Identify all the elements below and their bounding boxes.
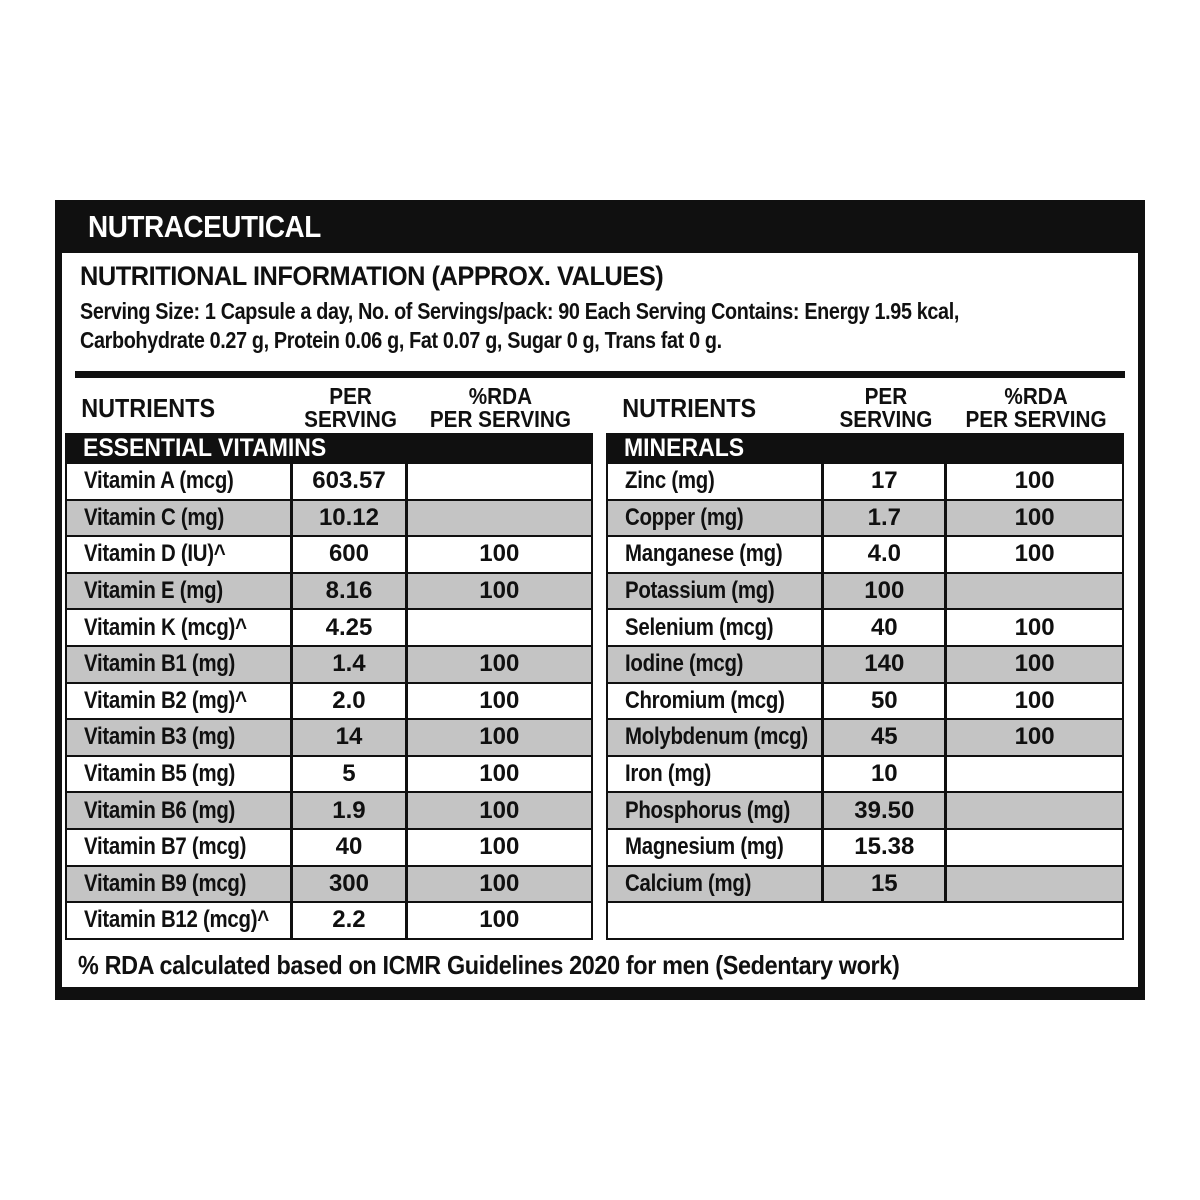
nutrient-name-cell	[67, 610, 293, 645]
per-serving-value-cell: 4.0	[824, 537, 947, 572]
nutrient-name: Vitamin K (mcg)^	[84, 613, 247, 641]
table-row	[608, 682, 1122, 719]
nutrient-name: Zinc (mg)	[625, 467, 715, 495]
per-serving-value-cell: 603.57	[293, 464, 407, 499]
rda-value-cell: 100	[479, 723, 520, 751]
serving-info-line1: Serving Size: 1 Capsule a day, No. of Servings/pack: 90 Each Serving Contains: Energy 1.95 kcal,	[80, 298, 960, 324]
rda-value-cell: 100	[1014, 686, 1055, 714]
minerals-table-body	[606, 433, 1124, 940]
table-row	[608, 645, 1122, 682]
table-row	[608, 572, 1122, 609]
rda-value-cell	[947, 793, 1122, 828]
nutrient-name: Chromium (mcg)	[625, 686, 785, 714]
column-header-rda	[957, 385, 1115, 431]
nutrient-name-cell	[608, 464, 824, 499]
table-row	[67, 535, 591, 572]
per-serving-value-cell: 10.12	[293, 501, 407, 536]
nutrient-name-cell	[608, 793, 824, 828]
serving-info-line2: Carbohydrate 0.27 g, Protein 0.06 g, Fat 0.07 g, Sugar 0 g, Trans fat 0 g.	[80, 327, 722, 353]
page-title: NUTRITIONAL INFORMATION (APPROX. VALUES)	[80, 261, 664, 291]
per-serving-value-cell: 1.9	[293, 793, 407, 828]
nutrient-name-cell	[608, 574, 824, 609]
rda-footnote: % RDA calculated based on ICMR Guidelines 2020 for men (Sedentary work)	[78, 950, 900, 980]
nutrient-name: Calcium (mg)	[625, 869, 752, 897]
nutrient-name-cell	[608, 647, 824, 682]
nutrient-name-cell	[67, 903, 293, 938]
nutrient-name: Potassium (mg)	[625, 577, 775, 605]
per-serving-value-cell: 140	[824, 647, 947, 682]
rda-value-cell: 100	[479, 686, 520, 714]
table-row	[67, 645, 591, 682]
table-row	[67, 462, 591, 499]
per-serving-value-cell: 2.2	[293, 903, 407, 938]
per-serving-value-cell: 45	[824, 720, 947, 755]
nutrient-name: Vitamin B3 (mg)	[84, 723, 236, 751]
nutrient-name: Magnesium (mg)	[625, 833, 784, 861]
table-row	[67, 791, 591, 828]
nutrient-name-cell	[608, 501, 824, 536]
table-row	[608, 791, 1122, 828]
rda-value-cell	[408, 610, 591, 645]
table-row	[608, 499, 1122, 536]
nutrient-name-cell	[67, 757, 293, 792]
per-serving-value-cell: 8.16	[293, 574, 407, 609]
rda-value-cell	[947, 867, 1122, 902]
brand-title: NUTRACEUTICAL	[88, 208, 321, 244]
nutrient-name: Molybdenum (mcg)	[625, 723, 808, 751]
nutrient-name: Vitamin B9 (mcg)	[84, 869, 247, 897]
nutrient-name-cell	[67, 793, 293, 828]
rda-value-cell: 100	[479, 906, 520, 934]
table-row	[608, 718, 1122, 755]
nutrient-name-cell	[67, 574, 293, 609]
column-header-nutrients: NUTRIENTS	[622, 392, 757, 423]
column-header-per-serving-line2: SERVING	[304, 406, 398, 432]
vitamins-table-body	[65, 433, 593, 940]
per-serving-value-cell: 2.0	[293, 684, 407, 719]
table-row	[608, 865, 1122, 902]
empty-row	[608, 901, 1122, 938]
rda-value-cell: 100	[1014, 467, 1055, 495]
nutrient-name: Vitamin E (mg)	[84, 577, 223, 605]
divider-rule	[75, 371, 1125, 378]
table-row	[67, 718, 591, 755]
per-serving-value-cell: 17	[824, 464, 947, 499]
nutrient-name-cell	[608, 720, 824, 755]
nutrient-name-cell	[608, 830, 824, 865]
table-row	[608, 462, 1122, 499]
table-row	[67, 755, 591, 792]
nutrient-name: Copper (mg)	[625, 503, 744, 531]
rda-value-cell	[947, 757, 1122, 792]
nutrient-name-cell	[67, 720, 293, 755]
column-header-per-serving-line1: PER	[864, 383, 908, 409]
nutrient-name: Vitamin C (mg)	[84, 503, 224, 531]
rda-value-cell: 100	[1014, 613, 1055, 641]
rda-value-cell	[408, 464, 591, 499]
nutrient-name-cell	[67, 501, 293, 536]
table-row	[608, 608, 1122, 645]
table-row	[67, 901, 591, 938]
rda-value-cell	[408, 501, 591, 536]
minerals-table-header	[606, 383, 1124, 433]
nutrient-name-cell	[67, 684, 293, 719]
nutrient-tables	[65, 383, 1124, 940]
column-header-per-serving	[299, 385, 403, 431]
rda-value-cell: 100	[479, 650, 520, 678]
rda-value-cell: 100	[479, 833, 520, 861]
per-serving-value-cell: 1.4	[293, 647, 407, 682]
rda-value-cell: 100	[479, 760, 520, 788]
nutrient-name: Vitamin B12 (mcg)^	[84, 906, 269, 934]
nutrient-name: Iodine (mcg)	[625, 650, 744, 678]
brand-bar	[55, 200, 1145, 253]
nutrient-name-cell	[67, 867, 293, 902]
nutrition-label	[55, 200, 1145, 1000]
column-header-rda	[417, 385, 583, 431]
nutrient-name-cell	[608, 537, 824, 572]
table-row	[608, 755, 1122, 792]
nutrient-name-cell	[608, 610, 824, 645]
nutrient-name: Vitamin B7 (mcg)	[84, 833, 247, 861]
nutrient-name: Vitamin B1 (mg)	[84, 650, 236, 678]
column-header-per-serving	[830, 385, 941, 431]
column-header-rda-line1: %RDA	[468, 383, 533, 409]
table-row	[67, 608, 591, 645]
rda-value-cell: 100	[479, 796, 520, 824]
nutrient-name-cell	[67, 537, 293, 572]
column-header-rda-line1: %RDA	[1004, 383, 1068, 409]
table-row	[67, 828, 591, 865]
per-serving-value-cell: 40	[293, 830, 407, 865]
rda-value-cell: 100	[1014, 723, 1055, 751]
column-header-nutrients: NUTRIENTS	[81, 392, 216, 423]
rda-value-cell: 100	[479, 869, 520, 897]
per-serving-value-cell: 4.25	[293, 610, 407, 645]
column-header-rda-line2: PER SERVING	[965, 406, 1107, 432]
rda-value-cell: 100	[1014, 540, 1055, 568]
section-header-minerals-label: MINERALS	[624, 434, 745, 462]
per-serving-value-cell: 10	[824, 757, 947, 792]
per-serving-value-cell: 50	[824, 684, 947, 719]
section-header-vitamins-label: ESSENTIAL VITAMINS	[83, 434, 327, 462]
nutrient-name-cell	[608, 684, 824, 719]
nutrient-name: Phosphorus (mg)	[625, 796, 791, 824]
section-header-minerals	[608, 435, 1122, 462]
table-row	[67, 499, 591, 536]
nutrient-name: Selenium (mcg)	[625, 613, 774, 641]
table-row	[67, 572, 591, 609]
table-row	[67, 682, 591, 719]
column-header-per-serving-line1: PER	[329, 383, 372, 409]
per-serving-value-cell: 5	[293, 757, 407, 792]
per-serving-value-cell: 1.7	[824, 501, 947, 536]
vitamins-table-header	[65, 383, 593, 433]
rda-value-cell: 100	[479, 577, 520, 605]
per-serving-value-cell: 15	[824, 867, 947, 902]
per-serving-value-cell: 600	[293, 537, 407, 572]
rda-value-cell: 100	[479, 540, 520, 568]
nutrient-name-cell	[608, 757, 824, 792]
per-serving-value-cell: 100	[824, 574, 947, 609]
table-row	[608, 535, 1122, 572]
per-serving-value-cell: 300	[293, 867, 407, 902]
section-header-vitamins	[67, 435, 591, 462]
serving-info	[80, 297, 959, 355]
nutrient-name: Manganese (mg)	[625, 540, 783, 568]
minerals-table	[606, 383, 1124, 940]
vitamins-table	[65, 383, 593, 940]
nutrient-name-cell	[67, 464, 293, 499]
nutrient-name: Iron (mg)	[625, 760, 712, 788]
nutrient-name: Vitamin B2 (mg)^	[84, 686, 247, 714]
nutrient-name: Vitamin B5 (mg)	[84, 760, 236, 788]
nutrient-name: Vitamin B6 (mg)	[84, 796, 236, 824]
per-serving-value-cell: 14	[293, 720, 407, 755]
rda-value-cell: 100	[1014, 503, 1055, 531]
rda-value-cell	[947, 830, 1122, 865]
table-row	[67, 865, 591, 902]
column-header-rda-line2: PER SERVING	[430, 406, 572, 432]
per-serving-value-cell: 15.38	[824, 830, 947, 865]
nutrient-name: Vitamin D (IU)^	[84, 540, 226, 568]
table-row	[608, 828, 1122, 865]
nutrient-name-cell	[67, 830, 293, 865]
nutrient-name: Vitamin A (mcg)	[84, 467, 234, 495]
nutrient-name-cell	[608, 867, 824, 902]
rda-value-cell: 100	[1014, 650, 1055, 678]
label-panel	[62, 253, 1138, 987]
column-header-per-serving-line2: SERVING	[839, 406, 933, 432]
per-serving-value-cell: 40	[824, 610, 947, 645]
rda-value-cell	[947, 574, 1122, 609]
per-serving-value-cell: 39.50	[824, 793, 947, 828]
nutrient-name-cell	[67, 647, 293, 682]
